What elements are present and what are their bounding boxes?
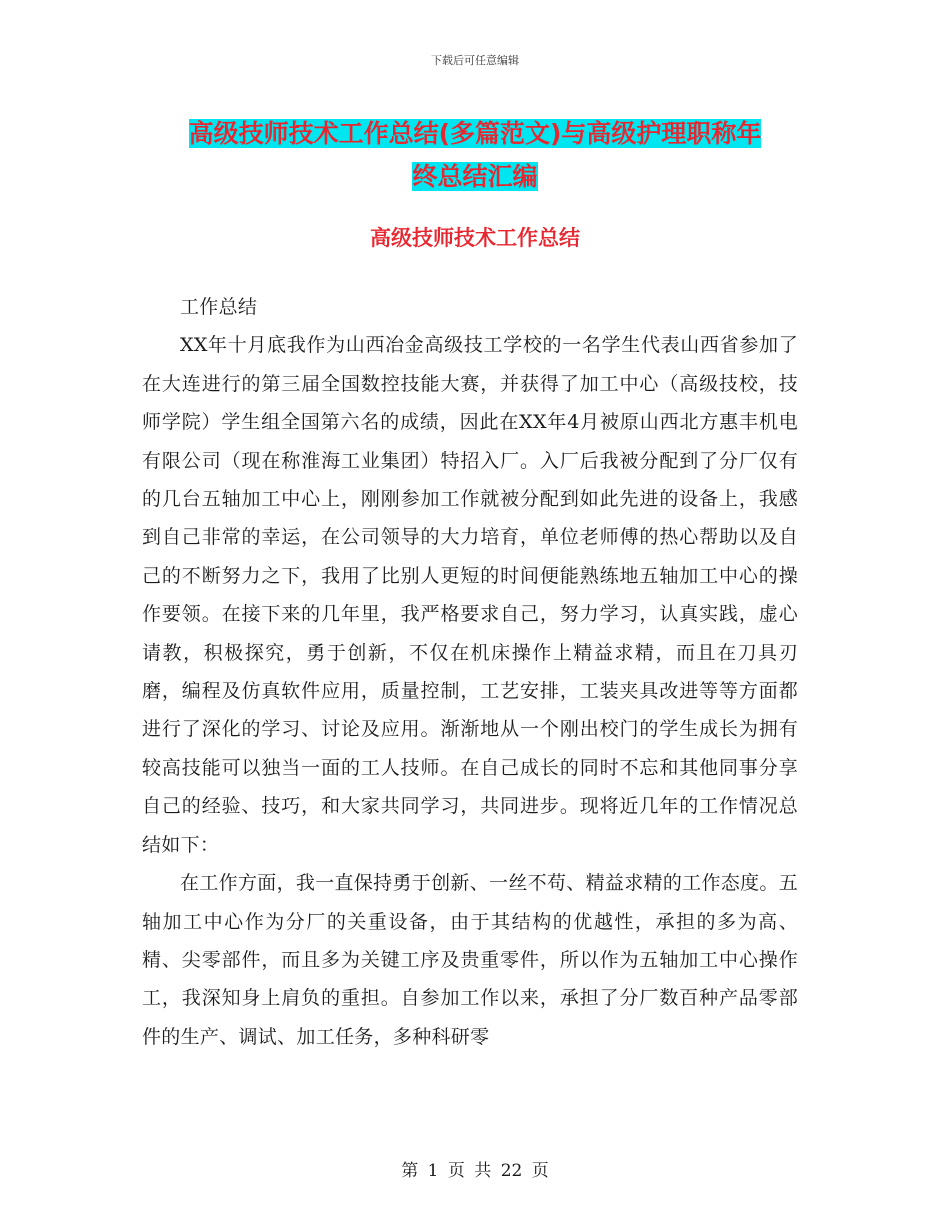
document-title-line2: 终总结汇编 bbox=[412, 162, 538, 191]
body-label: 工作总结 bbox=[180, 296, 258, 318]
header-note: 下载后可任意编辑 bbox=[431, 54, 519, 67]
section-title: 高级技师技术工作总结 bbox=[370, 226, 580, 250]
document-title-line1: 高级技师技术工作总结(多篇范文)与高级护理职称年 bbox=[188, 119, 762, 148]
body-paragraph-1: XX年十月底我作为山西冶金高级技工学校的一名学生代表山西省参加了在大连进行的第三届全国数控技能大赛，并获得了加工中心（高级技校，技师学院）学生组全国第六名的成绩，因此在XX年4月被原山西北方惠丰机电有限公司（现在称淮海工业集团）特招入厂。入厂后我被分配到了分厂仅有的几台五轴加工中心上，刚刚参加工作就被分配到如此先进的设备上，我感到自己非常的幸运，在公司领导的大力培育，单位老师傅的热心帮助以及自己的不断努力之下，我用了比别人更短的时间便能熟练地五轴加工中心的操作要领。在接下来的几年里，我严格要求自己，努力学习，认真实践，虚心请教，积极探究，勇于创新，不仅在机床操作上精益求精，而且在刀具刃磨，编程及仿真软件应用，质量控制，工艺安排，工装夹具改进等等方面都进行了深化的学习、讨论及应用。渐渐地从一个刚出校门的学生成长为拥有较高技能可以独当一面的工人技师。在自己成长的同时不忘和其他同事分享自己的经验、技巧，和大家共同学习，共同进步。现将近几年的工作情况总结如下： bbox=[142, 334, 798, 856]
body-paragraph-2: 在工作方面，我一直保持勇于创新、一丝不苟、精益求精的工作态度。五轴加工中心作为分厂的关重设备，由于其结构的优越性，承担的多为高、精、尖零部件，而且多为关键工序及贵重零件，所以作为五轴加工中心操作工，我深知身上肩负的重担。自参加工作以来，承担了分厂数百种产品零部件的生产、调试、加工任务，多种科研零 bbox=[142, 872, 798, 1048]
body-text bbox=[142, 288, 798, 1056]
page-footer: 第 1 页 共 22 页 bbox=[401, 1161, 549, 1181]
document-title bbox=[140, 112, 810, 198]
